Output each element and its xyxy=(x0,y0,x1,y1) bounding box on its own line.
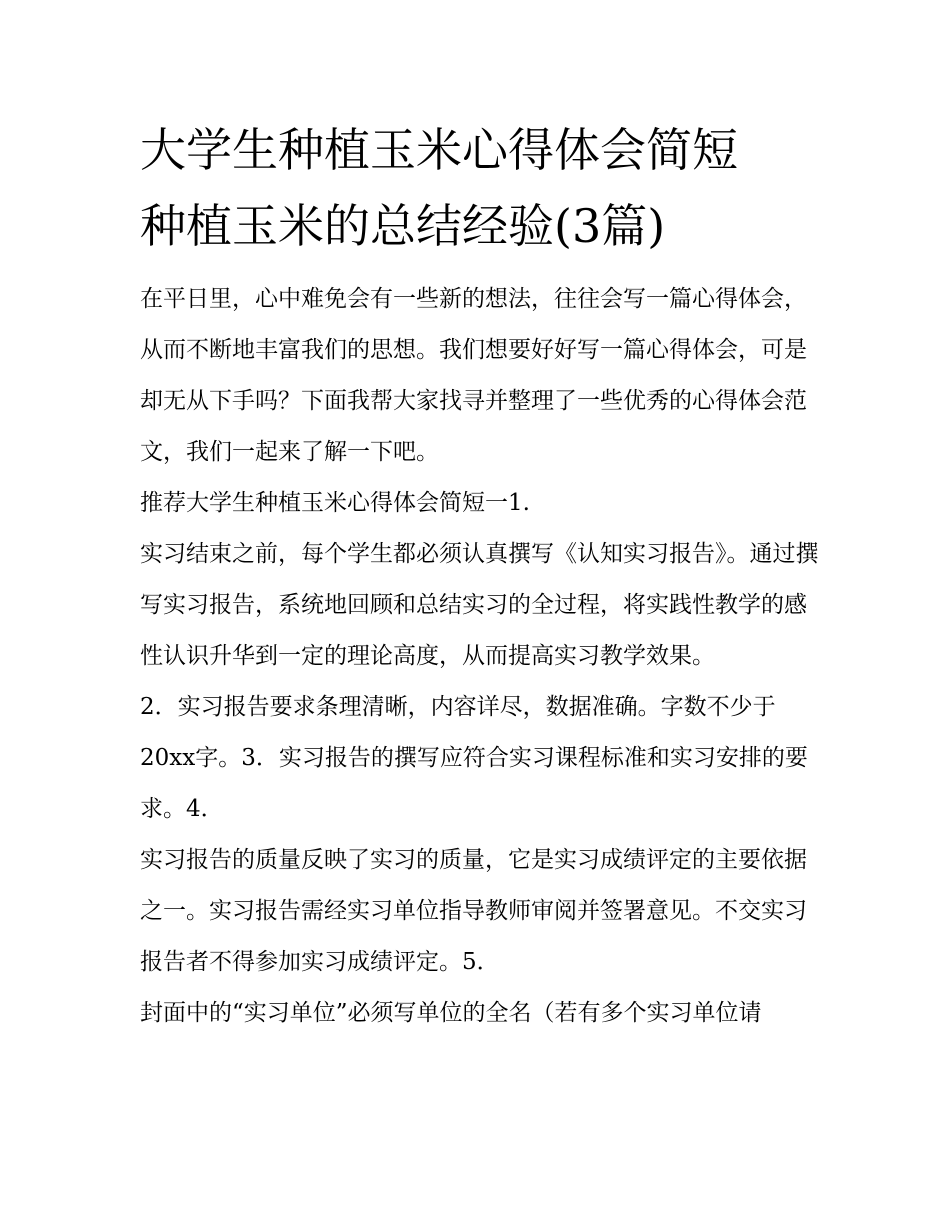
paragraph-report-quality: 实习报告的质量反映了实习的质量，它是实习成绩评定的主要依据之一。实习报告需经实习单位指导教师审阅并签署意见。不交实习报告者不得参加实习成绩评定。5． xyxy=(140,847,807,975)
document-title xyxy=(140,112,820,264)
paragraph-section-heading: 推荐大学生种植玉米心得体会简短一1. xyxy=(140,490,530,516)
document-content xyxy=(140,112,820,1039)
paragraph-report-rules: 2．实习报告要求条理清晰，内容详尽，数据准确。字数不少于20xx字。3．实习报告的撰写应符合实习课程标准和实习安排的要求。4． xyxy=(140,694,808,822)
document-body xyxy=(140,274,820,1039)
paragraph-intro: 在平日里，心中难免会有一些新的想法，往往会写一篇心得体会，从而不断地丰富我们的思想。我们想要好好写一篇心得体会，可是却无从下手吗？下面我帮大家找寻并整理了一些优秀的心得体会范文，我们一起来了解一下吧。 xyxy=(140,286,807,465)
title-line-2: 种植玉米的总结经验(3篇) xyxy=(140,199,666,253)
paragraph-report-requirement: 实习结束之前，每个学生都必须认真撰写《认知实习报告》。通过撰写实习报告，系统地回顾和总结实习的全过程，将实践性教学的感性认识升华到一定的理论高度，从而提高实习教学效果。 xyxy=(140,541,819,669)
title-line-1: 大学生种植玉米心得体会简短 xyxy=(140,123,738,177)
paragraph-cover-note: 封面中的“实习单位”必须写单位的全名（若有多个实习单位请 xyxy=(140,1000,762,1026)
